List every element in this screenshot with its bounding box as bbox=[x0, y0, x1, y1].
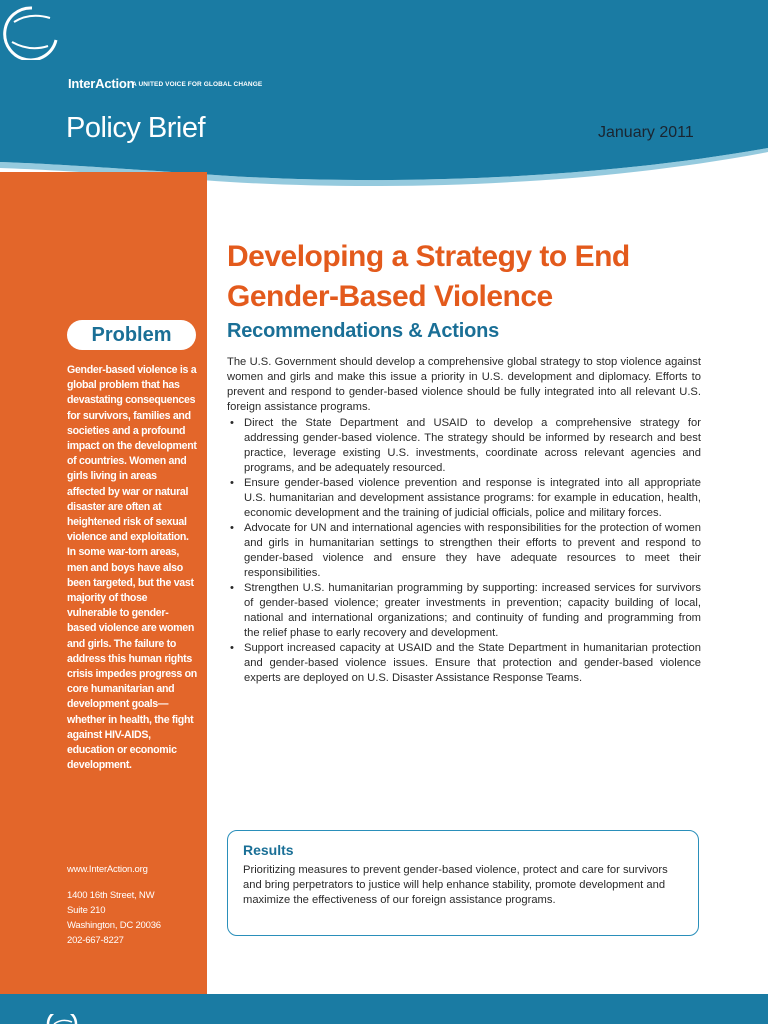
recommendation-text: Strengthen U.S. humanitarian programming by supporting: increased services for survivors of gender-based violence; greater investments in prevention; capacity building of local, national and international organizations; and continuity of funding and programming from the relief phase to early recovery and development. bbox=[244, 582, 701, 639]
bullet-icon: • bbox=[230, 642, 234, 654]
recommendations-list bbox=[227, 416, 701, 686]
results-heading: Results bbox=[243, 842, 294, 858]
intro-paragraph: The U.S. Government should develop a comprehensive global strategy to stop violence against women and girls and make this issue a priority in U.S. development and diplomacy. Efforts to prevent and respond to gender-based violence should be fully integrated into all relevant U.S. foreign assistance programs. bbox=[227, 356, 701, 413]
section-heading: Recommendations & Actions bbox=[227, 320, 500, 342]
recommendation-item bbox=[227, 476, 701, 521]
bullet-icon: • bbox=[230, 582, 234, 594]
address-line: 1400 16th Street, NW bbox=[67, 890, 155, 901]
recommendation-item bbox=[227, 581, 701, 641]
logo-tagline: A UNITED VOICE FOR GLOBAL CHANGE bbox=[132, 81, 263, 88]
problem-sidebar bbox=[0, 172, 207, 1024]
results-box bbox=[227, 830, 699, 936]
address-line: Washington, DC 20036 bbox=[67, 920, 161, 931]
recommendation-item bbox=[227, 641, 701, 686]
recommendation-text: Advocate for UN and international agencies with responsibilities for the protection of women and girls in humanitarian settings to strengthen their efforts to prevent and respond to gender-based violence and ensure they have adequate resources to meet their responsibilities. bbox=[244, 522, 701, 579]
footer-band bbox=[0, 994, 768, 1024]
recommendation-item bbox=[227, 521, 701, 581]
bullet-icon: • bbox=[230, 522, 234, 534]
results-text: Prioritizing measures to prevent gender-based violence, protect and care for survivors and bring perpetrators to justice will help enhance stability, promote development and maximize the effectiveness of our foreign assistance programs. bbox=[243, 864, 668, 906]
problem-description: Gender-based violence is a global problem that has devastating consequences for survivors, families and societies and a profound impact on the development of countries. Women and girls living in areas affected by war or natural disaster are often at heightened risk of sexual violence and exploitation. In some war-torn areas, men and boys have also been targeted, but the vast majority of those vulnerable to gender-based violence are women and girls. The failure to address this human rights crisis impedes progress on core humanitarian and development goals—whether in health, the fight against HIV-AIDS, education or economic development. bbox=[67, 364, 197, 772]
brief-type-title: Policy Brief bbox=[66, 112, 206, 144]
recommendation-text: Support increased capacity at USAID and the State Department in humanitarian protection and gender-based violence issues. Ensure that protection and gender-based violence experts are deployed on U.S. Disaster Assistance Response Teams. bbox=[244, 642, 701, 684]
logo-name: InterAction bbox=[68, 76, 135, 91]
recommendation-text: Ensure gender-based violence prevention and response is integrated into all appropriate U.S. humanitarian and development assistance programs: for example in education, health, economic development and the training of judicial officials, police and military forces. bbox=[244, 477, 701, 519]
website-link[interactable]: www.InterAction.org bbox=[67, 864, 148, 875]
contact-address bbox=[67, 888, 161, 948]
footer-logo-icon bbox=[42, 1014, 82, 1024]
document-title: Developing a Strategy to End Gender-Based Violence bbox=[227, 240, 630, 313]
interaction-logo-mark bbox=[0, 0, 210, 60]
phone-number: 202-667-8227 bbox=[67, 935, 124, 946]
address-line: Suite 210 bbox=[67, 905, 106, 916]
recommendation-text: Direct the State Department and USAID to develop a comprehensive strategy for addressing gender-based violence. The strategy should be informed by research and best practice, leverage existing U.S. investments, coordinate across relevant agencies and programs, and be adequately resourced. bbox=[244, 417, 701, 474]
recommendation-item bbox=[227, 416, 701, 476]
bullet-icon: • bbox=[230, 477, 234, 489]
bullet-icon: • bbox=[230, 417, 234, 429]
publication-date: January 2011 bbox=[598, 124, 694, 141]
problem-label: Problem bbox=[67, 320, 196, 350]
